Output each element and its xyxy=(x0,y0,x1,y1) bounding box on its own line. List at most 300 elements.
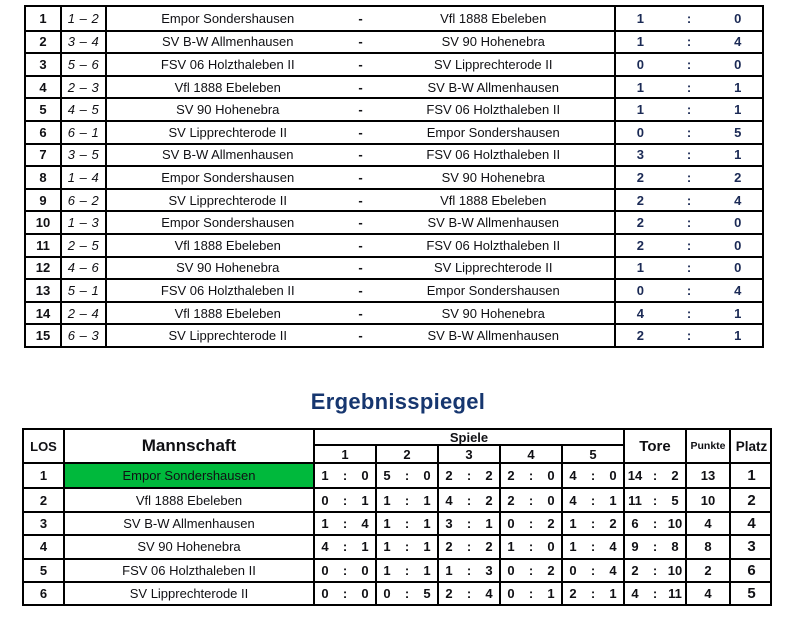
away-team: Vfl 1888 Ebeleben xyxy=(440,192,547,208)
score-colon: : xyxy=(686,124,692,140)
away-team: SV 90 Hohenebra xyxy=(441,305,545,321)
punkte-cell: 10 xyxy=(685,489,729,510)
match-number: 12 xyxy=(26,258,62,279)
game-score-cell-1 xyxy=(313,464,375,487)
team-cell: SV 90 Hohenebra xyxy=(63,536,313,557)
separator-dash: - xyxy=(358,328,363,344)
tore-against: 11 xyxy=(668,586,682,602)
pairing-label: 2 – 5 xyxy=(62,235,107,256)
score-colon: : xyxy=(528,539,534,555)
game-away-goals: 2 xyxy=(547,562,555,578)
match-row xyxy=(26,120,762,143)
match-number: 10 xyxy=(26,212,62,233)
los-cell: 4 xyxy=(39,539,48,555)
game-score-cell-1 xyxy=(313,513,375,534)
score-cell xyxy=(614,258,762,279)
home-team: SV B-W Allmenhausen xyxy=(161,147,294,163)
game-score-cell-2 xyxy=(375,489,437,510)
standings-body xyxy=(24,464,770,604)
pairing-label: 2 – 4 xyxy=(62,303,107,324)
tore-cell xyxy=(623,489,685,510)
game-score-cell-2 xyxy=(375,583,437,604)
pairing-label: 1 – 3 xyxy=(62,212,107,233)
game-score-cell-2 xyxy=(375,513,437,534)
away-team: SV B-W Allmenhausen xyxy=(427,328,559,344)
score-colon: : xyxy=(342,539,348,555)
team-cell: Empor Sondershausen xyxy=(63,464,313,487)
score-cell xyxy=(614,99,762,120)
game-away-goals: 1 xyxy=(423,492,431,508)
separator-dash: - xyxy=(358,282,363,298)
away-goals: 4 xyxy=(734,282,742,298)
standings-row xyxy=(24,581,770,604)
match-number: 4 xyxy=(26,77,62,98)
away-goals: 1 xyxy=(734,147,742,163)
score-colon: : xyxy=(466,515,472,531)
home-goals: 1 xyxy=(636,260,644,276)
tore-cell xyxy=(623,513,685,534)
standings-row xyxy=(24,558,770,581)
score-colon: : xyxy=(686,79,692,95)
game-score-cell-1 xyxy=(313,583,375,604)
score-colon: : xyxy=(590,515,596,531)
match-number: 14 xyxy=(26,303,62,324)
pairing-label: 6 – 1 xyxy=(62,122,107,143)
game-home-goals: 4 xyxy=(569,492,577,508)
score-cell xyxy=(614,7,762,30)
home-team: Vfl 1888 Ebeleben xyxy=(174,305,281,321)
score-cell xyxy=(614,32,762,53)
score-colon: : xyxy=(528,468,534,484)
score-cell xyxy=(614,122,762,143)
pairing-label: 1 – 2 xyxy=(62,7,107,30)
team-cell: FSV 06 Holzthaleben II xyxy=(63,560,313,581)
game-home-goals: 1 xyxy=(321,468,329,484)
score-colon: : xyxy=(342,468,348,484)
standings-row xyxy=(24,464,770,487)
home-goals: 1 xyxy=(636,102,644,118)
pairing-label: 6 – 2 xyxy=(62,190,107,211)
team-cell: Vfl 1888 Ebeleben xyxy=(63,489,313,510)
game-score-cell-3 xyxy=(437,536,499,557)
away-team: FSV 06 Holzthaleben II xyxy=(426,237,561,253)
match-number: 7 xyxy=(26,145,62,166)
pairing-label: 3 – 4 xyxy=(62,32,107,53)
game-score-cell-5 xyxy=(561,560,623,581)
header-game-2: 2 xyxy=(375,446,437,462)
game-home-goals: 1 xyxy=(321,515,329,531)
score-colon: : xyxy=(404,515,410,531)
score-colon: : xyxy=(652,515,658,531)
home-goals: 2 xyxy=(636,237,644,253)
los-cell: 5 xyxy=(39,562,48,578)
separator-dash: - xyxy=(358,260,363,276)
game-home-goals: 2 xyxy=(445,586,453,602)
platz-cell: 1 xyxy=(729,464,772,487)
separator-dash: - xyxy=(358,147,363,163)
score-colon: : xyxy=(342,492,348,508)
separator-dash: - xyxy=(358,56,363,72)
match-row xyxy=(26,188,762,211)
game-score-cell-5 xyxy=(561,513,623,534)
score-colon: : xyxy=(686,215,692,231)
away-team: SV Lipprechterode II xyxy=(433,56,553,72)
home-goals: 2 xyxy=(636,169,644,185)
separator-dash: - xyxy=(358,34,363,50)
game-away-goals: 4 xyxy=(609,539,617,555)
match-row xyxy=(26,97,762,120)
away-goals: 1 xyxy=(734,305,742,321)
match-row xyxy=(26,301,762,324)
score-colon: : xyxy=(686,56,692,72)
game-home-goals: 0 xyxy=(507,586,515,602)
score-colon: : xyxy=(466,586,472,602)
pairing-label: 4 – 6 xyxy=(62,258,107,279)
game-score-cell-5 xyxy=(561,583,623,604)
game-home-goals: 0 xyxy=(507,515,515,531)
game-home-goals: 1 xyxy=(383,539,391,555)
game-away-goals: 0 xyxy=(361,586,369,602)
away-goals: 5 xyxy=(734,124,742,140)
away-goals: 2 xyxy=(734,169,742,185)
home-team: SV Lipprechterode II xyxy=(168,192,288,208)
game-score-cell-2 xyxy=(375,464,437,487)
home-team: Empor Sondershausen xyxy=(161,169,295,185)
los-cell: 6 xyxy=(39,586,48,602)
score-colon: : xyxy=(686,169,692,185)
score-cell xyxy=(614,303,762,324)
away-team: SV 90 Hohenebra xyxy=(441,169,545,185)
score-colon: : xyxy=(342,562,348,578)
game-away-goals: 4 xyxy=(485,586,493,602)
game-score-cell-4 xyxy=(499,464,561,487)
score-cell xyxy=(614,280,762,301)
score-colon: : xyxy=(686,260,692,276)
separator-dash: - xyxy=(358,79,363,95)
match-number: 2 xyxy=(26,32,62,53)
game-away-goals: 1 xyxy=(609,586,617,602)
game-away-goals: 1 xyxy=(423,562,431,578)
game-home-goals: 1 xyxy=(383,562,391,578)
team-cell: SV B-W Allmenhausen xyxy=(63,513,313,534)
team-cell: SV Lipprechterode II xyxy=(63,583,313,604)
score-colon: : xyxy=(466,492,472,508)
home-goals: 0 xyxy=(636,282,644,298)
away-team: FSV 06 Holzthaleben II xyxy=(426,102,561,118)
tore-cell xyxy=(623,560,685,581)
pairing-label: 5 – 6 xyxy=(62,54,107,75)
game-away-goals: 0 xyxy=(423,468,431,484)
match-row xyxy=(26,75,762,98)
game-away-goals: 0 xyxy=(547,492,555,508)
score-colon: : xyxy=(590,562,596,578)
game-away-goals: 0 xyxy=(361,562,369,578)
game-home-goals: 2 xyxy=(445,539,453,555)
away-team: Empor Sondershausen xyxy=(426,124,560,140)
score-colon: : xyxy=(652,562,658,578)
score-colon: : xyxy=(404,539,410,555)
score-colon: : xyxy=(686,102,692,118)
home-goals: 0 xyxy=(636,124,644,140)
score-cell xyxy=(614,235,762,256)
score-colon: : xyxy=(686,237,692,253)
game-score-cell-4 xyxy=(499,536,561,557)
separator-dash: - xyxy=(358,237,363,253)
match-row xyxy=(26,233,762,256)
away-goals: 0 xyxy=(734,215,742,231)
game-score-cell-5 xyxy=(561,536,623,557)
game-away-goals: 0 xyxy=(547,539,555,555)
game-home-goals: 2 xyxy=(445,468,453,484)
game-score-cell-3 xyxy=(437,464,499,487)
game-home-goals: 2 xyxy=(507,468,515,484)
match-row xyxy=(26,323,762,346)
tore-for: 9 xyxy=(631,539,639,555)
game-home-goals: 1 xyxy=(569,539,577,555)
score-colon: : xyxy=(466,539,472,555)
score-cell xyxy=(614,325,762,346)
home-team: SV B-W Allmenhausen xyxy=(161,34,294,50)
game-score-cell-5 xyxy=(561,489,623,510)
home-team: Empor Sondershausen xyxy=(161,10,295,26)
header-mannschaft: Mannschaft xyxy=(63,430,313,462)
score-cell xyxy=(614,212,762,233)
game-score-cell-1 xyxy=(313,560,375,581)
match-number: 8 xyxy=(26,167,62,188)
score-colon: : xyxy=(686,328,692,344)
tore-for: 11 xyxy=(628,492,642,508)
home-goals: 2 xyxy=(636,215,644,231)
score-cell xyxy=(614,54,762,75)
header-game-1: 1 xyxy=(313,446,375,462)
game-away-goals: 1 xyxy=(423,515,431,531)
score-cell xyxy=(614,77,762,98)
away-team: SV 90 Hohenebra xyxy=(441,34,545,50)
game-score-cell-4 xyxy=(499,513,561,534)
match-results-body xyxy=(26,7,762,346)
home-goals: 0 xyxy=(636,56,644,72)
los-cell: 3 xyxy=(39,515,48,531)
match-row xyxy=(26,30,762,53)
game-score-cell-5 xyxy=(561,464,623,487)
score-colon: : xyxy=(528,562,534,578)
match-row xyxy=(26,256,762,279)
header-tore: Tore xyxy=(623,430,685,462)
pairing-label: 4 – 5 xyxy=(62,99,107,120)
match-number: 9 xyxy=(26,190,62,211)
game-away-goals: 1 xyxy=(361,539,369,555)
separator-dash: - xyxy=(358,169,363,185)
score-colon: : xyxy=(466,468,472,484)
home-goals: 2 xyxy=(636,328,644,344)
home-team: Vfl 1888 Ebeleben xyxy=(174,237,281,253)
home-team: SV Lipprechterode II xyxy=(168,328,288,344)
game-away-goals: 1 xyxy=(547,586,555,602)
match-row xyxy=(26,143,762,166)
platz-cell: 2 xyxy=(729,489,772,510)
game-away-goals: 5 xyxy=(423,586,431,602)
match-number: 1 xyxy=(26,7,62,30)
game-away-goals: 2 xyxy=(609,515,617,531)
away-goals: 0 xyxy=(734,260,742,276)
match-row xyxy=(26,7,762,30)
away-goals: 1 xyxy=(734,328,742,344)
game-away-goals: 0 xyxy=(547,468,555,484)
away-team: SV B-W Allmenhausen xyxy=(427,215,559,231)
game-away-goals: 1 xyxy=(485,515,493,531)
game-home-goals: 0 xyxy=(321,562,329,578)
away-goals: 4 xyxy=(734,34,742,50)
away-team: Empor Sondershausen xyxy=(426,282,560,298)
pairing-label: 5 – 1 xyxy=(62,280,107,301)
tore-for: 6 xyxy=(631,515,639,531)
platz-cell: 3 xyxy=(729,536,772,557)
home-goals: 2 xyxy=(636,192,644,208)
platz-cell: 5 xyxy=(729,583,772,604)
platz-cell: 4 xyxy=(729,513,772,534)
tore-for: 2 xyxy=(631,562,639,578)
match-row xyxy=(26,52,762,75)
away-goals: 1 xyxy=(734,102,742,118)
header-game-3: 3 xyxy=(437,446,499,462)
score-cell xyxy=(614,167,762,188)
game-home-goals: 0 xyxy=(507,562,515,578)
score-colon: : xyxy=(686,192,692,208)
game-home-goals: 0 xyxy=(321,492,329,508)
away-goals: 0 xyxy=(734,237,742,253)
score-colon: : xyxy=(404,586,410,602)
standings-table xyxy=(22,428,772,606)
game-home-goals: 4 xyxy=(321,539,329,555)
game-score-cell-1 xyxy=(313,536,375,557)
score-cell xyxy=(614,190,762,211)
game-away-goals: 1 xyxy=(423,539,431,555)
home-goals: 1 xyxy=(636,79,644,95)
game-home-goals: 3 xyxy=(445,515,453,531)
separator-dash: - xyxy=(358,10,363,26)
game-away-goals: 2 xyxy=(547,515,555,531)
score-colon: : xyxy=(652,468,658,484)
game-home-goals: 0 xyxy=(383,586,391,602)
game-home-goals: 5 xyxy=(383,468,391,484)
tore-cell xyxy=(623,583,685,604)
score-colon: : xyxy=(652,539,658,555)
tore-against: 10 xyxy=(667,515,683,531)
header-spiele: Spiele xyxy=(313,430,623,446)
score-colon: : xyxy=(652,492,658,508)
score-colon: : xyxy=(686,10,692,26)
game-score-cell-3 xyxy=(437,560,499,581)
score-colon: : xyxy=(686,147,692,163)
match-number: 11 xyxy=(26,235,62,256)
separator-dash: - xyxy=(358,102,363,118)
game-score-cell-4 xyxy=(499,489,561,510)
away-team: Vfl 1888 Ebeleben xyxy=(440,10,547,26)
home-team: FSV 06 Holzthaleben II xyxy=(160,56,295,72)
pairing-label: 1 – 4 xyxy=(62,167,107,188)
match-row xyxy=(26,165,762,188)
home-goals: 4 xyxy=(636,305,644,321)
game-away-goals: 4 xyxy=(361,515,369,531)
match-number: 13 xyxy=(26,280,62,301)
score-colon: : xyxy=(590,539,596,555)
game-home-goals: 1 xyxy=(383,515,391,531)
game-away-goals: 3 xyxy=(485,562,493,578)
header-punkte: Punkte xyxy=(685,430,729,462)
match-number: 15 xyxy=(26,325,62,346)
match-row xyxy=(26,278,762,301)
score-colon: : xyxy=(590,492,596,508)
score-colon: : xyxy=(528,586,534,602)
game-away-goals: 1 xyxy=(361,492,369,508)
standings-row xyxy=(24,487,770,510)
score-colon: : xyxy=(528,515,534,531)
home-goals: 1 xyxy=(636,34,644,50)
game-score-cell-4 xyxy=(499,583,561,604)
game-home-goals: 4 xyxy=(569,468,577,484)
header-game-4: 4 xyxy=(499,446,561,462)
platz-cell: 6 xyxy=(729,560,772,581)
game-away-goals: 2 xyxy=(485,492,493,508)
game-home-goals: 2 xyxy=(507,492,515,508)
game-away-goals: 2 xyxy=(485,539,493,555)
punkte-cell: 13 xyxy=(685,464,729,487)
tore-against: 8 xyxy=(671,539,679,555)
away-goals: 4 xyxy=(734,192,742,208)
score-colon: : xyxy=(590,586,596,602)
pairing-label: 2 – 3 xyxy=(62,77,107,98)
game-home-goals: 0 xyxy=(321,586,329,602)
game-home-goals: 1 xyxy=(507,539,515,555)
home-team: Vfl 1888 Ebeleben xyxy=(174,79,281,95)
home-team: SV 90 Hohenebra xyxy=(176,260,280,276)
game-away-goals: 2 xyxy=(485,468,493,484)
score-colon: : xyxy=(342,586,348,602)
game-home-goals: 0 xyxy=(569,562,577,578)
game-score-cell-4 xyxy=(499,560,561,581)
punkte-cell: 4 xyxy=(685,513,729,534)
tore-against: 2 xyxy=(671,468,679,484)
score-colon: : xyxy=(342,515,348,531)
score-colon: : xyxy=(652,586,658,602)
punkte-cell: 4 xyxy=(685,583,729,604)
score-colon: : xyxy=(528,492,534,508)
away-team: SV Lipprechterode II xyxy=(433,260,553,276)
score-colon: : xyxy=(686,305,692,321)
score-colon: : xyxy=(404,562,410,578)
home-goals: 3 xyxy=(636,147,644,163)
header-platz: Platz xyxy=(729,430,772,462)
home-team: SV 90 Hohenebra xyxy=(176,102,280,118)
game-score-cell-3 xyxy=(437,513,499,534)
standings-row xyxy=(24,511,770,534)
tore-for: 14 xyxy=(627,468,643,484)
pairing-label: 6 – 3 xyxy=(62,325,107,346)
game-score-cell-3 xyxy=(437,489,499,510)
away-goals: 1 xyxy=(734,79,742,95)
home-team: SV Lipprechterode II xyxy=(168,124,288,140)
game-home-goals: 1 xyxy=(445,562,453,578)
punkte-cell: 8 xyxy=(685,536,729,557)
game-away-goals: 4 xyxy=(609,562,617,578)
home-team: Empor Sondershausen xyxy=(161,215,295,231)
tore-cell xyxy=(623,536,685,557)
match-row xyxy=(26,210,762,233)
home-goals: 1 xyxy=(636,10,644,26)
separator-dash: - xyxy=(358,124,363,140)
game-away-goals: 0 xyxy=(609,468,617,484)
score-colon: : xyxy=(466,562,472,578)
